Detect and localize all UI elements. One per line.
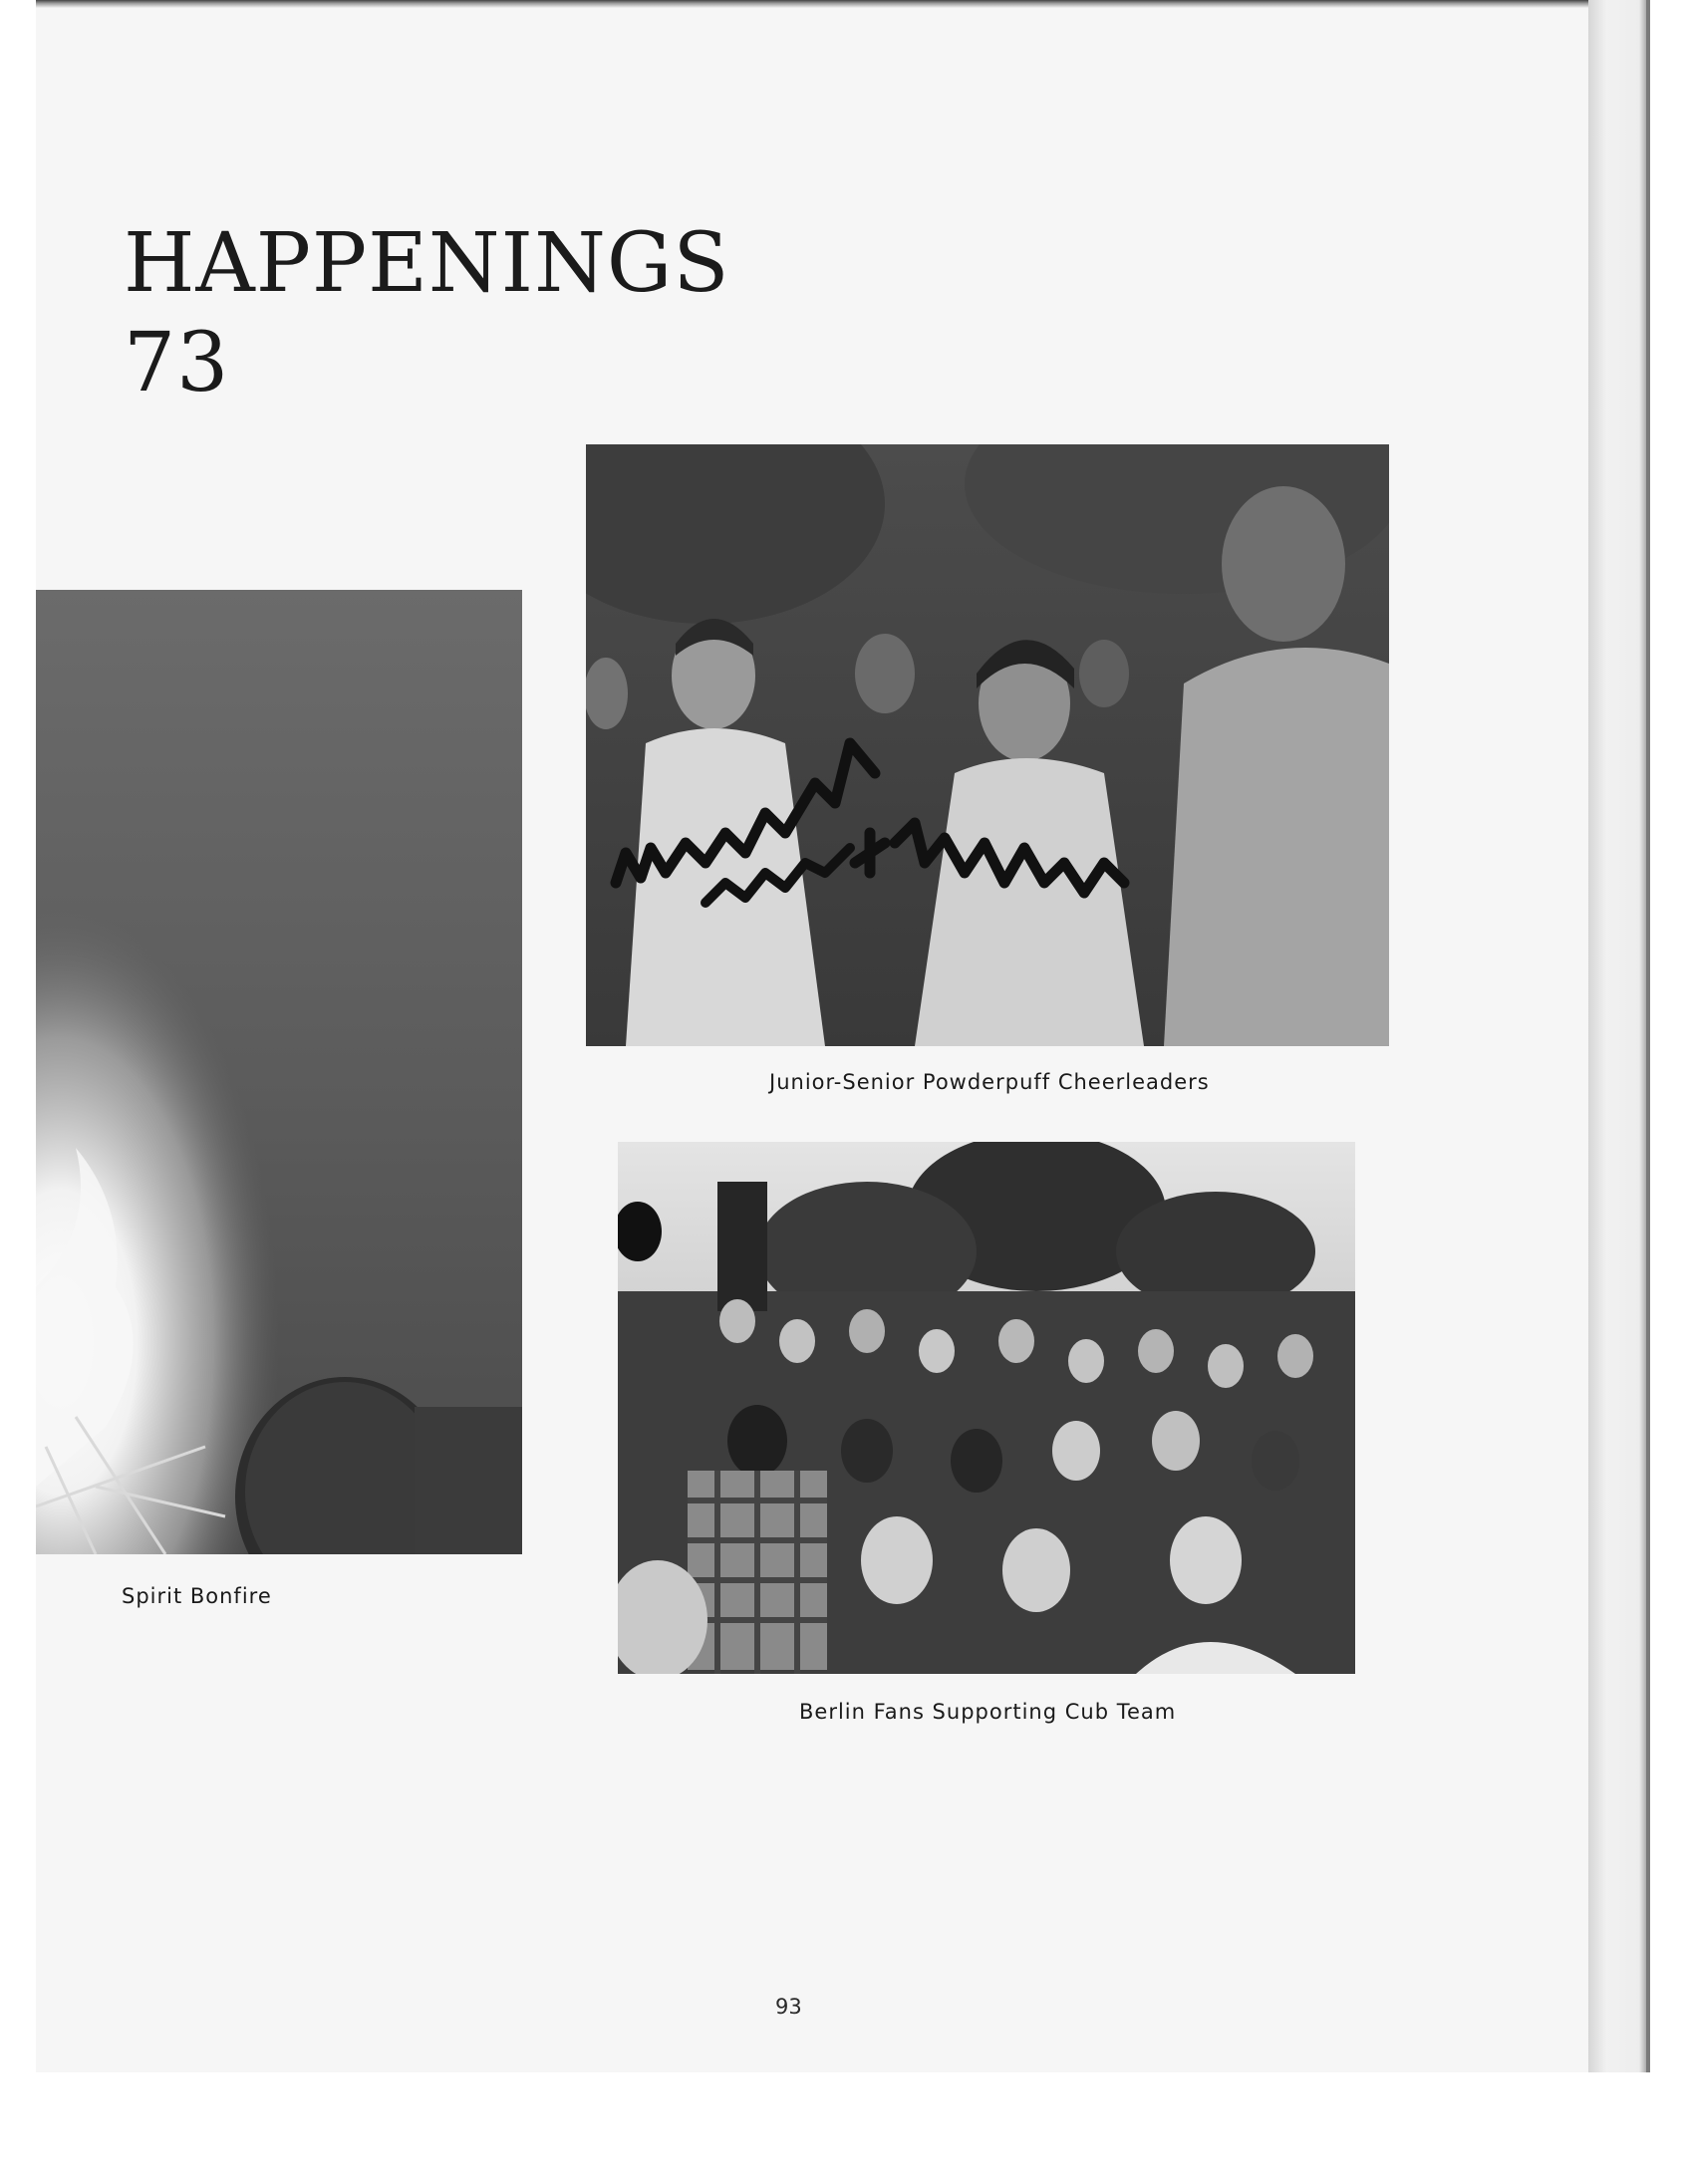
scan-top-shadow [36, 0, 1650, 8]
page-right-rule [1646, 0, 1650, 2072]
page-title-line1: HAPPENINGS [124, 216, 730, 311]
fans-photo [618, 1142, 1355, 1674]
page-title [124, 214, 730, 413]
bonfire-caption: Spirit Bonfire [122, 1584, 272, 1608]
page-title-line2: 73 [124, 316, 230, 410]
cheerleaders-caption: Junior-Senior Powderpuff Cheerleaders [769, 1070, 1210, 1094]
fans-caption: Berlin Fans Supporting Cub Team [799, 1700, 1177, 1724]
page-number: 93 [775, 1995, 802, 2019]
page-right-edge [1588, 0, 1648, 2072]
cheerleaders-photo [586, 444, 1389, 1046]
bonfire-photo [36, 590, 522, 1554]
